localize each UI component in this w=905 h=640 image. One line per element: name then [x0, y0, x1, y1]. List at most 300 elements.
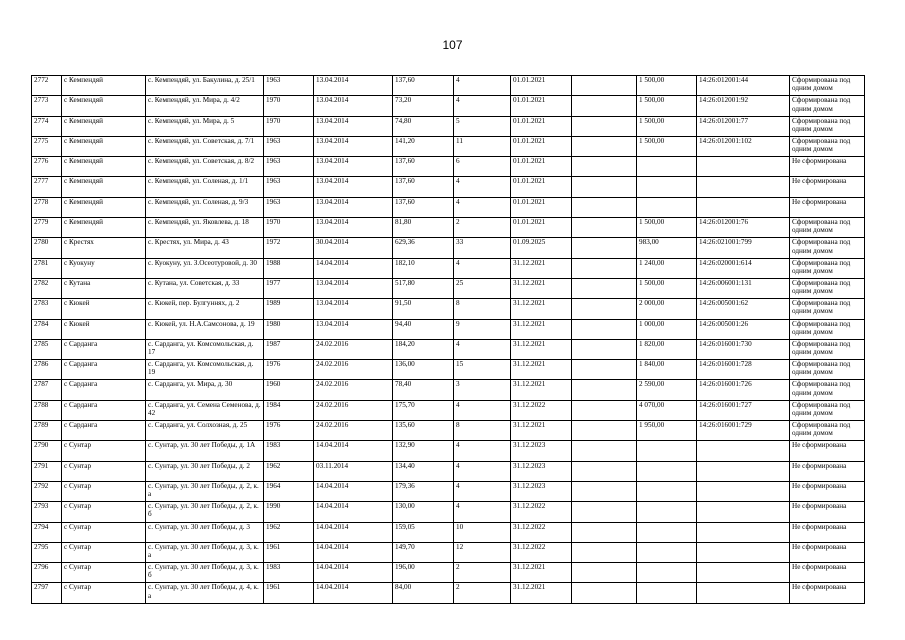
apartments-cell: 11: [454, 136, 511, 156]
locality-cell: с Кутана: [62, 278, 146, 298]
area-cell: 137,60: [393, 157, 454, 177]
date-cell: 30.04.2014: [314, 238, 393, 258]
cost-cell: 1 500,00: [637, 76, 697, 96]
cost-cell: 1 500,00: [637, 136, 697, 156]
cadastral-number-cell: [697, 563, 790, 583]
cadastral-number-cell: [697, 583, 790, 603]
locality-cell: с Кемпендяй: [62, 76, 146, 96]
cadastral-number-cell: 14:26:016001:727: [697, 400, 790, 420]
table-row: [32, 197, 865, 217]
locality-cell: с Сунтар: [62, 441, 146, 461]
plan-date-cell: 31.12.2021: [511, 258, 572, 278]
empty-cell: [572, 339, 637, 359]
empty-cell: [572, 258, 637, 278]
empty-cell: [572, 441, 637, 461]
plan-date-cell: 01.01.2021: [511, 116, 572, 136]
apartments-cell: 2: [454, 583, 511, 603]
cost-cell: [637, 563, 697, 583]
area-cell: 91,50: [393, 299, 454, 319]
cadastral-number-cell: 14:26:016001:730: [697, 339, 790, 359]
date-cell: 13.04.2014: [314, 157, 393, 177]
page-number: 107: [442, 38, 463, 52]
address-cell: с. Кемпендяй, ул. Мира, д. 4/2: [146, 96, 264, 116]
plan-date-cell: 31.12.2023: [511, 481, 572, 501]
cadastral-number-cell: 14:26:016001:728: [697, 360, 790, 380]
status-cell: Сформирована под одним домом: [790, 319, 865, 339]
empty-cell: [572, 563, 637, 583]
row-number-cell: 2772: [32, 76, 62, 96]
area-cell: 84,00: [393, 583, 454, 603]
apartments-cell: 4: [454, 502, 511, 522]
row-number-cell: 2794: [32, 522, 62, 542]
status-cell: Не сформирована: [790, 542, 865, 562]
area-cell: 175,70: [393, 400, 454, 420]
cost-cell: 1 500,00: [637, 116, 697, 136]
row-number-cell: 2782: [32, 278, 62, 298]
cadastral-number-cell: [697, 542, 790, 562]
table-row: [32, 563, 865, 583]
cost-cell: 2 000,00: [637, 299, 697, 319]
locality-cell: с Кемпендяй: [62, 136, 146, 156]
cadastral-number-cell: 14:26:006001:131: [697, 278, 790, 298]
cadastral-number-cell: 14:26:012001:44: [697, 76, 790, 96]
area-cell: 159,05: [393, 522, 454, 542]
year-cell: 1983: [264, 563, 314, 583]
table-row: [32, 522, 865, 542]
locality-cell: с Сунтар: [62, 583, 146, 603]
area-cell: 130,00: [393, 502, 454, 522]
empty-cell: [572, 197, 637, 217]
year-cell: 1962: [264, 461, 314, 481]
row-number-cell: 2781: [32, 258, 62, 278]
year-cell: 1990: [264, 502, 314, 522]
date-cell: 14.04.2014: [314, 502, 393, 522]
year-cell: 1970: [264, 218, 314, 238]
area-cell: 94,40: [393, 319, 454, 339]
year-cell: 1961: [264, 542, 314, 562]
apartments-cell: 6: [454, 157, 511, 177]
empty-cell: [572, 238, 637, 258]
year-cell: 1963: [264, 197, 314, 217]
plan-date-cell: 01.01.2021: [511, 157, 572, 177]
plan-date-cell: 31.12.2021: [511, 339, 572, 359]
plan-date-cell: 01.01.2021: [511, 136, 572, 156]
plan-date-cell: 31.12.2021: [511, 380, 572, 400]
locality-cell: с Сарданга: [62, 360, 146, 380]
status-cell: Сформирована под одним домом: [790, 258, 865, 278]
table-row: [32, 258, 865, 278]
plan-date-cell: 31.12.2021: [511, 583, 572, 603]
apartments-cell: 4: [454, 441, 511, 461]
table-row: [32, 360, 865, 380]
year-cell: 1962: [264, 522, 314, 542]
locality-cell: с Кемпендяй: [62, 197, 146, 217]
empty-cell: [572, 278, 637, 298]
area-cell: 137,60: [393, 197, 454, 217]
table-row: [32, 116, 865, 136]
status-cell: Сформирована под одним домом: [790, 136, 865, 156]
status-cell: Не сформирована: [790, 177, 865, 197]
table-row: [32, 278, 865, 298]
area-cell: 132,90: [393, 441, 454, 461]
cost-cell: 1 500,00: [637, 96, 697, 116]
row-number-cell: 2785: [32, 339, 62, 359]
cost-cell: 1 000,00: [637, 319, 697, 339]
year-cell: 1987: [264, 339, 314, 359]
status-cell: Сформирована под одним домом: [790, 218, 865, 238]
table-row: [32, 461, 865, 481]
date-cell: 13.04.2014: [314, 136, 393, 156]
apartments-cell: 4: [454, 339, 511, 359]
empty-cell: [572, 157, 637, 177]
empty-cell: [572, 421, 637, 441]
row-number-cell: 2778: [32, 197, 62, 217]
table-row: [32, 218, 865, 238]
plan-date-cell: 31.12.2022: [511, 542, 572, 562]
plan-date-cell: 01.01.2021: [511, 177, 572, 197]
plan-date-cell: 31.12.2022: [511, 502, 572, 522]
locality-cell: с Кемпендяй: [62, 96, 146, 116]
address-cell: с. Кутана, ул. Советская, д. 33: [146, 278, 264, 298]
cost-cell: [637, 197, 697, 217]
address-cell: с. Кемпендяй, ул. Советская, д. 8/2: [146, 157, 264, 177]
area-cell: 73,20: [393, 96, 454, 116]
date-cell: 14.04.2014: [314, 441, 393, 461]
date-cell: 14.04.2014: [314, 258, 393, 278]
row-number-cell: 2776: [32, 157, 62, 177]
address-cell: с. Кемпендяй, ул. Соленая, д. 1/1: [146, 177, 264, 197]
cost-cell: 1 500,00: [637, 218, 697, 238]
cadastral-number-cell: 14:26:005001:26: [697, 319, 790, 339]
cadastral-number-cell: 14:26:016001:726: [697, 380, 790, 400]
locality-cell: с Крестях: [62, 238, 146, 258]
locality-cell: с Сарданга: [62, 421, 146, 441]
table-row: [32, 583, 865, 603]
row-number-cell: 2786: [32, 360, 62, 380]
locality-cell: с Сунтар: [62, 481, 146, 501]
cadastral-number-cell: [697, 502, 790, 522]
address-cell: с. Сунтар, ул. 30 лет Победы, д. 2, к. б: [146, 502, 264, 522]
date-cell: 14.04.2014: [314, 542, 393, 562]
empty-cell: [572, 76, 637, 96]
date-cell: 14.04.2014: [314, 522, 393, 542]
year-cell: 1963: [264, 136, 314, 156]
table-row: [32, 421, 865, 441]
apartments-cell: 2: [454, 563, 511, 583]
locality-cell: с Сунтар: [62, 461, 146, 481]
status-cell: Не сформирована: [790, 157, 865, 177]
cadastral-number-cell: [697, 157, 790, 177]
cadastral-number-cell: 14:26:012001:76: [697, 218, 790, 238]
area-cell: 179,36: [393, 481, 454, 501]
date-cell: 14.04.2014: [314, 481, 393, 501]
year-cell: 1970: [264, 96, 314, 116]
locality-cell: с Сунтар: [62, 542, 146, 562]
plan-date-cell: 31.12.2021: [511, 421, 572, 441]
status-cell: Сформирована под одним домом: [790, 278, 865, 298]
cadastral-number-cell: 14:26:012001:92: [697, 96, 790, 116]
empty-cell: [572, 481, 637, 501]
area-cell: 629,36: [393, 238, 454, 258]
date-cell: 14.04.2014: [314, 563, 393, 583]
row-number-cell: 2775: [32, 136, 62, 156]
address-cell: с. Сунтар, ул. 30 лет Победы, д. 3, к. а: [146, 542, 264, 562]
apartments-cell: 9: [454, 319, 511, 339]
table-row: [32, 339, 865, 359]
locality-cell: с Кюкей: [62, 299, 146, 319]
status-cell: Не сформирована: [790, 441, 865, 461]
table-body: [32, 76, 865, 604]
status-cell: Сформирована под одним домом: [790, 238, 865, 258]
row-number-cell: 2790: [32, 441, 62, 461]
status-cell: Сформирована под одним домом: [790, 360, 865, 380]
cadastral-number-cell: 14:26:020001:614: [697, 258, 790, 278]
address-cell: с. Сарданга, ул. Комсомольская, д. 19: [146, 360, 264, 380]
empty-cell: [572, 116, 637, 136]
cost-cell: [637, 157, 697, 177]
date-cell: 03.11.2014: [314, 461, 393, 481]
cadastral-number-cell: 14:26:021001:799: [697, 238, 790, 258]
apartments-cell: 4: [454, 96, 511, 116]
row-number-cell: 2791: [32, 461, 62, 481]
row-number-cell: 2789: [32, 421, 62, 441]
address-cell: с. Сарданга, ул. Комсомольская, д. 17: [146, 339, 264, 359]
date-cell: 13.04.2014: [314, 116, 393, 136]
apartments-cell: 3: [454, 380, 511, 400]
row-number-cell: 2777: [32, 177, 62, 197]
table-row: [32, 177, 865, 197]
apartments-cell: 8: [454, 299, 511, 319]
plan-date-cell: 01.01.2021: [511, 96, 572, 116]
cost-cell: 1 240,00: [637, 258, 697, 278]
year-cell: 1988: [264, 258, 314, 278]
apartments-cell: 4: [454, 461, 511, 481]
apartments-cell: 10: [454, 522, 511, 542]
date-cell: 13.04.2014: [314, 197, 393, 217]
cadastral-number-cell: [697, 481, 790, 501]
apartments-cell: 5: [454, 116, 511, 136]
address-cell: с. Крестях, ул. Мира, д. 43: [146, 238, 264, 258]
apartments-cell: 4: [454, 177, 511, 197]
address-cell: с. Кемпендяй, ул. Советская, д. 7/1: [146, 136, 264, 156]
area-cell: 196,00: [393, 563, 454, 583]
status-cell: Сформирована под одним домом: [790, 421, 865, 441]
address-cell: с. Сунтар, ул. 30 лет Победы, д. 3: [146, 522, 264, 542]
area-cell: 182,10: [393, 258, 454, 278]
address-cell: с. Кюкей, пер. Булгуннях, д. 2: [146, 299, 264, 319]
cadastral-number-cell: 14:26:005001:62: [697, 299, 790, 319]
address-cell: с. Сунтар, ул. 30 лет Победы, д. 4, к. а: [146, 583, 264, 603]
table-row: [32, 481, 865, 501]
table-row: [32, 502, 865, 522]
row-number-cell: 2797: [32, 583, 62, 603]
address-cell: с. Куокуну, ул. З.Осеотуровой, д. 30: [146, 258, 264, 278]
cadastral-number-cell: [697, 197, 790, 217]
locality-cell: с Кемпендяй: [62, 116, 146, 136]
address-cell: с. Кюкей, ул. Н.А.Самсонова, д. 19: [146, 319, 264, 339]
row-number-cell: 2787: [32, 380, 62, 400]
status-cell: Сформирована под одним домом: [790, 116, 865, 136]
empty-cell: [572, 400, 637, 420]
locality-cell: с Кемпендяй: [62, 177, 146, 197]
table-row: [32, 441, 865, 461]
date-cell: 24.02.2016: [314, 360, 393, 380]
apartments-cell: 4: [454, 400, 511, 420]
plan-date-cell: 31.12.2023: [511, 461, 572, 481]
table-row: [32, 157, 865, 177]
apartments-cell: 4: [454, 481, 511, 501]
plan-date-cell: 01.01.2021: [511, 197, 572, 217]
year-cell: 1970: [264, 116, 314, 136]
apartments-cell: 15: [454, 360, 511, 380]
locality-cell: с Сунтар: [62, 502, 146, 522]
row-number-cell: 2793: [32, 502, 62, 522]
row-number-cell: 2774: [32, 116, 62, 136]
cost-cell: [637, 441, 697, 461]
plan-date-cell: 31.12.2021: [511, 299, 572, 319]
row-number-cell: 2792: [32, 481, 62, 501]
plan-date-cell: 31.12.2021: [511, 278, 572, 298]
row-number-cell: 2783: [32, 299, 62, 319]
table-row: [32, 238, 865, 258]
row-number-cell: 2773: [32, 96, 62, 116]
year-cell: 1983: [264, 441, 314, 461]
area-cell: 81,80: [393, 218, 454, 238]
date-cell: 14.04.2014: [314, 583, 393, 603]
plan-date-cell: 31.12.2021: [511, 563, 572, 583]
address-cell: с. Кемпендяй, ул. Мира, д. 5: [146, 116, 264, 136]
address-cell: с. Сарданга, ул. Солхозная, д. 25: [146, 421, 264, 441]
cost-cell: [637, 542, 697, 562]
cadastral-number-cell: [697, 441, 790, 461]
empty-cell: [572, 461, 637, 481]
row-number-cell: 2795: [32, 542, 62, 562]
plan-date-cell: 31.12.2021: [511, 360, 572, 380]
plan-date-cell: 31.12.2022: [511, 522, 572, 542]
status-cell: Не сформирована: [790, 583, 865, 603]
status-cell: Сформирована под одним домом: [790, 299, 865, 319]
status-cell: Не сформирована: [790, 502, 865, 522]
row-number-cell: 2788: [32, 400, 62, 420]
empty-cell: [572, 218, 637, 238]
year-cell: 1989: [264, 299, 314, 319]
area-cell: 136,00: [393, 360, 454, 380]
locality-cell: с Куокуну: [62, 258, 146, 278]
empty-cell: [572, 522, 637, 542]
status-cell: Сформирована под одним домом: [790, 380, 865, 400]
locality-cell: с Кемпендяй: [62, 218, 146, 238]
cost-cell: 1 950,00: [637, 421, 697, 441]
apartments-cell: 4: [454, 258, 511, 278]
date-cell: 24.02.2016: [314, 339, 393, 359]
plan-date-cell: 31.12.2022: [511, 400, 572, 420]
year-cell: 1972: [264, 238, 314, 258]
date-cell: 13.04.2014: [314, 299, 393, 319]
apartments-cell: 2: [454, 218, 511, 238]
date-cell: 24.02.2016: [314, 400, 393, 420]
address-cell: с. Кемпендяй, ул. Соленая, д. 9/3: [146, 197, 264, 217]
plan-date-cell: 31.12.2021: [511, 319, 572, 339]
table-row: [32, 136, 865, 156]
plan-date-cell: 01.09.2025: [511, 238, 572, 258]
plan-date-cell: 01.01.2021: [511, 76, 572, 96]
cost-cell: 1 840,00: [637, 360, 697, 380]
cost-cell: [637, 522, 697, 542]
status-cell: Сформирована под одним домом: [790, 400, 865, 420]
year-cell: 1977: [264, 278, 314, 298]
date-cell: 13.04.2014: [314, 76, 393, 96]
area-cell: 517,80: [393, 278, 454, 298]
locality-cell: с Сарданга: [62, 339, 146, 359]
status-cell: Сформирована под одним домом: [790, 339, 865, 359]
cost-cell: 4 070,00: [637, 400, 697, 420]
year-cell: 1961: [264, 583, 314, 603]
apartments-cell: 4: [454, 197, 511, 217]
table-row: [32, 380, 865, 400]
apartments-cell: 25: [454, 278, 511, 298]
cost-cell: 1 820,00: [637, 339, 697, 359]
area-cell: 74,80: [393, 116, 454, 136]
apartments-cell: 33: [454, 238, 511, 258]
apartments-cell: 8: [454, 421, 511, 441]
year-cell: 1976: [264, 421, 314, 441]
apartments-cell: 12: [454, 542, 511, 562]
empty-cell: [572, 583, 637, 603]
plan-date-cell: 01.01.2021: [511, 218, 572, 238]
date-cell: 13.04.2014: [314, 278, 393, 298]
date-cell: 24.02.2016: [314, 380, 393, 400]
empty-cell: [572, 502, 637, 522]
address-cell: с. Сунтар, ул. 30 лет Победы, д. 1А: [146, 441, 264, 461]
status-cell: Не сформирована: [790, 563, 865, 583]
cost-cell: 1 500,00: [637, 278, 697, 298]
empty-cell: [572, 299, 637, 319]
cost-cell: 983,00: [637, 238, 697, 258]
empty-cell: [572, 542, 637, 562]
table-row: [32, 400, 865, 420]
cost-cell: [637, 177, 697, 197]
area-cell: 141,20: [393, 136, 454, 156]
area-cell: 78,40: [393, 380, 454, 400]
table-row: [32, 299, 865, 319]
cost-cell: [637, 461, 697, 481]
cadastral-number-cell: 14:26:016001:729: [697, 421, 790, 441]
area-cell: 137,60: [393, 76, 454, 96]
locality-cell: с Сарданга: [62, 400, 146, 420]
area-cell: 135,60: [393, 421, 454, 441]
address-cell: с. Сарданга, ул. Мира, д. 30: [146, 380, 264, 400]
area-cell: 149,70: [393, 542, 454, 562]
status-cell: Не сформирована: [790, 481, 865, 501]
empty-cell: [572, 380, 637, 400]
table-row: [32, 76, 865, 96]
area-cell: 184,20: [393, 339, 454, 359]
table-row: [32, 319, 865, 339]
locality-cell: с Кемпендяй: [62, 157, 146, 177]
cadastral-number-cell: 14:26:012001:77: [697, 116, 790, 136]
plan-date-cell: 31.12.2023: [511, 441, 572, 461]
date-cell: 13.04.2014: [314, 96, 393, 116]
cost-cell: [637, 502, 697, 522]
locality-cell: с Сунтар: [62, 522, 146, 542]
address-cell: с. Сунтар, ул. 30 лет Победы, д. 2: [146, 461, 264, 481]
cost-cell: [637, 583, 697, 603]
area-cell: 137,60: [393, 177, 454, 197]
status-cell: Не сформирована: [790, 522, 865, 542]
address-cell: с. Кемпендяй, ул. Бакулина, д. 25/1: [146, 76, 264, 96]
year-cell: 1960: [264, 380, 314, 400]
year-cell: 1963: [264, 76, 314, 96]
